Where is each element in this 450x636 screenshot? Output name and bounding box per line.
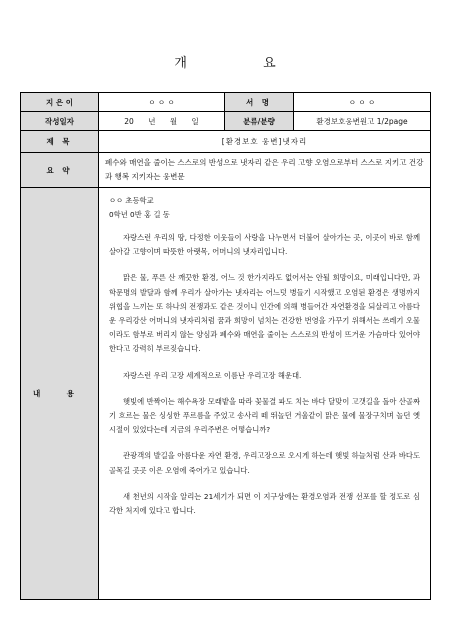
content-label-text: 내 용 <box>32 389 87 398</box>
summary-form-table <box>20 92 431 600</box>
paragraph-4: 햇빛에 반짝이는 해수욕장 모래밭을 따라 꽃물결 파도 치는 바다 달맞이 고갯길을 돌아 산골짜기 흐르는 물은 싱싱한 푸르름을 주었고 송사리 떼 뛰놀던 거울같이 맑은 물에 물장구치며 놀던 옛 시절이 있었다는데 지금의 우리주변은 어떻습니까? <box>109 396 420 435</box>
subject-row <box>21 131 431 153</box>
school-name: ㅇㅇ 초등학교 <box>109 196 154 205</box>
author-value: ㅇ ㅇ ㅇ <box>99 93 225 112</box>
category-value: 환경보호웅변원고 1/2page <box>294 112 431 131</box>
summary-value: 폐수와 매연을 줄이는 스스로의 반성으로 냇자리 같은 우리 고향 오염으로부터 스스로 지키고 건강과 행복 지키자는 웅변문 <box>99 153 431 188</box>
category-label: 분류/분량 <box>225 112 294 131</box>
summary-label <box>21 153 99 188</box>
content-body <box>99 188 431 600</box>
author-row <box>21 93 431 112</box>
date-value-text: 20 년 월 일 <box>124 116 199 126</box>
signature-label-text: 서 명 <box>245 97 273 107</box>
author-label: 지 은 이 <box>21 93 99 112</box>
summary-label-text: 요 약 <box>46 165 73 175</box>
date-label: 작성일자 <box>21 112 99 131</box>
paragraph-6: 새 천년의 시작을 알리는 21세기가 되면 이 지구상에는 환경오염과 전쟁 선포를 할 정도로 심각한 처지에 있다고 합니다. <box>109 491 420 516</box>
summary-row <box>21 153 431 188</box>
paragraph-1: 자랑스런 우리의 땅, 다정한 이웃들이 사랑을 나누면서 더불어 살아가는 곳, 이곳이 바로 함께 살아갈 고향이며 따뜻한 아랫목, 어머니의 냇자리입니다. <box>109 233 420 257</box>
date-value <box>99 112 225 131</box>
subject-value <box>99 131 431 153</box>
content-spacer <box>109 221 420 231</box>
subject-value-text: [환경보호 웅변]냇자리 <box>221 137 308 146</box>
subject-label <box>21 131 99 153</box>
paragraph-2: 맑은 물, 푸른 산 깨끗한 환경, 어느 것 한가지라도 없어서는 안될 희망이요, 미래입니다만, 과학문명의 발달과 함께 우리가 살아가는 냇자리는 어느덧 병들기 시작했고 오염된 환경은 생명까지 위협을 느끼는 또 하나의 전쟁과도 같은 것이니 인간에 의해 병들어간 자연환경을 되살리고 아름다운 우리강산 어머니의 냇자리처럼 꿈과 희망이 넘치는 건강한 번영을 가꾸기 위해서는 쓰레기 오물이라도 함부로 버리지 않는 양심과 폐수와 매연을 줄이는 스스로의 반성이 뜨거운 가슴마다 있어야 한다고 강력히 부르짖습니다. <box>109 273 420 354</box>
student-name: 0학년 0반 홍 길 동 <box>109 209 170 219</box>
date-row <box>21 112 431 131</box>
paragraph-5: 관광객의 발길을 아름다운 자연 환경, 우리고장으로 오시게 하는데 햇빛 하늘처럼 산과 바다도 골목길 곳곳 이은 오염에 죽어가고 있습니다. <box>109 451 420 475</box>
subject-label-text: 제 목 <box>46 137 73 146</box>
content-label <box>21 188 99 600</box>
signature-label <box>225 93 294 112</box>
paragraph-3: 자랑스런 우리 고장 세계적으로 이름난 우리고장 해운대. <box>123 370 302 380</box>
content-row <box>21 188 431 600</box>
document-title: 개 요 <box>174 56 312 71</box>
signature-value: ㅇ ㅇ ㅇ <box>294 93 431 112</box>
